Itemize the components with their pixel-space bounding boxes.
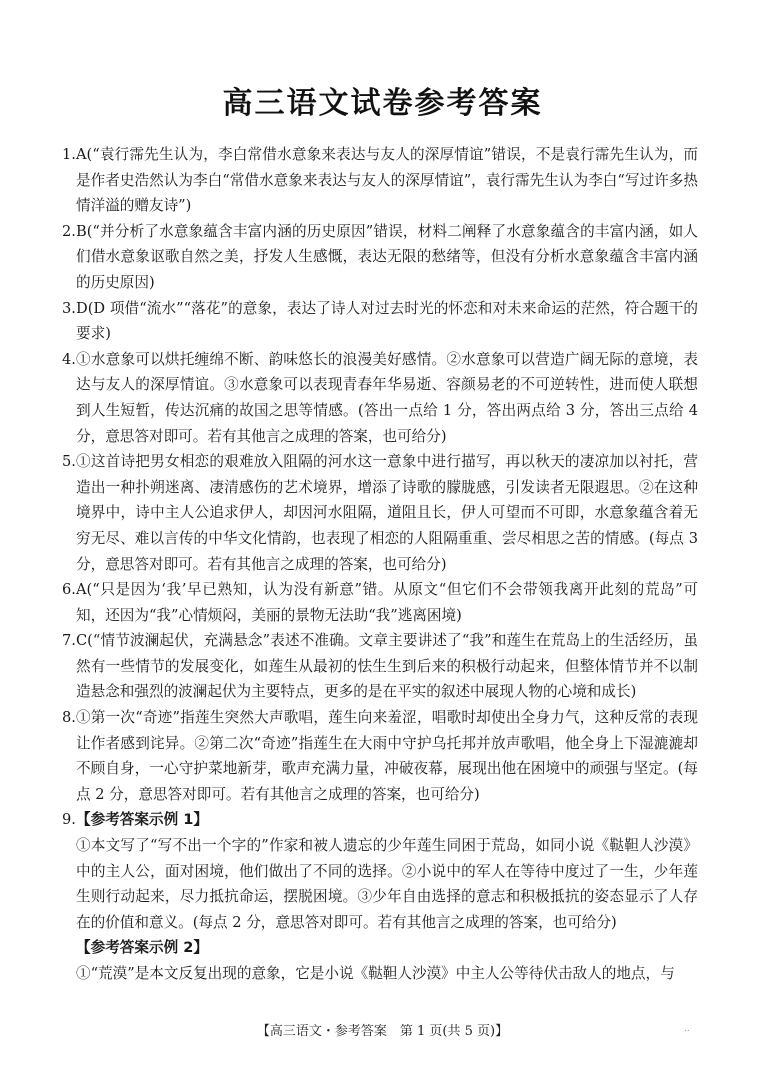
item-number: 5. <box>62 453 76 471</box>
example-text-1: ①本文写了“写不出一个字的”作家和被人遗忘的少年莲生同困于荒岛，如同小说《鞑靼人沙漠》中的主人公，面对困境，他们做出了不同的选择。②小说中的军人在等待中度过了一生，少年莲生则行动起来，尽力抵抗命运，摆脱困境。③少年自由选择的意志和积极抵抗的姿态显示了人存在的价值和意义。(每点 2 分，意思答对即可。若有其他言之成理的答案，也可给分) <box>76 837 698 931</box>
item-number: 3. <box>62 299 76 317</box>
answer-item-1 <box>62 142 698 219</box>
item-text: A(“只是因为‘我’早已熟知，认为没有新意”错。从原文“但它们不会带领我离开此刻的荒岛”可知，还因为“我”心情烦闷，美丽的景物无法助“我”逃离困境) <box>76 581 698 624</box>
item-text: ①水意象可以烘托缠绵不断、韵味悠长的浪漫美好感情。②水意象可以营造广阔无际的意境，表达与友人的深厚情谊。③水意象可以表现青春年华易逝、容颜易老的不可逆转性，进而使人联想到人生短暂，传达沉痛的故国之思等情感。(答出一点给 1 分，答出两点给 3 分，答出三点给 4 分，意思答对即可。若有其他言之成理的答案，也可给分) <box>76 350 698 445</box>
answer-item-3 <box>62 296 698 347</box>
item-number: 8. <box>62 709 76 727</box>
item-text: D(D 项借“流水”“落花”的意象，表达了诗人对过去时光的怀恋和对未来命运的茫然，符合题干的要求) <box>76 299 698 343</box>
item-text: C(“情节波澜起伏，充满悬念”表述不准确。文章主要讲述了“我”和莲生在荒岛上的生活经历，虽然有一些情节的发展变化，如莲生从最初的怯生生到后来的积极行动起来，但整体情节并不以制造悬念和强烈的波澜起伏为主要特点，更多的是在平实的叙述中展现人物的心境和成长) <box>76 632 698 701</box>
answer-item-2 <box>62 219 698 296</box>
example-text-2: ①“荒漠”是本文反复出现的意象，它是小说《鞑靼人沙漠》中主人公等待伏击敌人的地点，与 <box>76 965 675 982</box>
item-text: B(“并分析了水意象蕴含丰富内涵的历史原因”错误，材料二阐释了水意象蕴含的丰富内涵，如人们借水意象讴歌自然之美，抒发人生感慨，表达无限的愁绪等，但没有分析水意象蕴含丰富内涵的历史原因) <box>76 222 698 291</box>
corner-dots: .. <box>684 1024 690 1034</box>
answer-list <box>62 142 698 987</box>
item-text: ①第一次“奇迹”指莲生突然大声歌唱，莲生向来羞涩，唱歌时却使出全身力气，这种反常的表现让作者感到诧异。②第二次“奇迹”指莲生在大雨中守护乌托邦并放声歌唱，他全身上下湿漉漉却不顾自身，一心守护菜地新芽，歌声充满力量，冲破夜幕，展现出他在困境中的顽强与坚定。(每点 2 分，意思答对即可。若有其他言之成理的答案，也可给分) <box>76 709 698 803</box>
item-number: 1. <box>62 146 76 163</box>
answer-item-7 <box>62 628 698 705</box>
answer-item-5 <box>62 449 698 577</box>
answer-item-9 <box>62 807 698 833</box>
item-number: 2. <box>62 222 76 240</box>
page-footer: 【高三语文・参考答案 第 1 页(共 5 页)】 <box>256 1024 509 1039</box>
item-text: ①这首诗把男女相恋的艰难放入阻隔的河水这一意象中进行描写，再以秋天的凄凉加以衬托，营造出一种扑朔迷离、凄清感伤的艺术境界，增添了诗歌的朦胧感，引发读者无限遐思。②在这种境界中，诗中主人公追求伊人，却因河水阻隔，道阻且长，伊人可望而不可即，水意象蕴含着无穷无尽、难以言传的中华文化情韵，也表现了相恋的人阻隔重重、尝尽相思之苦的情感。(每点 3 分，意思答对即可。若有其他言之成理的答案，也可给分) <box>76 453 698 573</box>
answer-item-6 <box>62 577 698 628</box>
item-text: A(“袁行霈先生认为，李白常借水意象来表达与友人的深厚情谊”错误，不是袁行霈先生认为，而是作者史浩然认为李白“常借水意象来表达与友人的深厚情谊”，袁行霈先生认为李白“写过许多热情洋溢的赠友诗”) <box>76 146 698 215</box>
item-number: 9. <box>62 811 76 829</box>
example-heading-2: 【参考答案示例 2】 <box>76 939 208 957</box>
item-number: 6. <box>62 581 76 599</box>
answer-item-4 <box>62 347 698 449</box>
item-number: 7. <box>62 632 76 650</box>
item-number: 4. <box>62 350 76 368</box>
example-heading-1: 【参考答案示例 1】 <box>76 811 208 829</box>
answer-item-8 <box>62 705 698 807</box>
page-title: 高三语文试卷参考答案 <box>222 86 543 121</box>
